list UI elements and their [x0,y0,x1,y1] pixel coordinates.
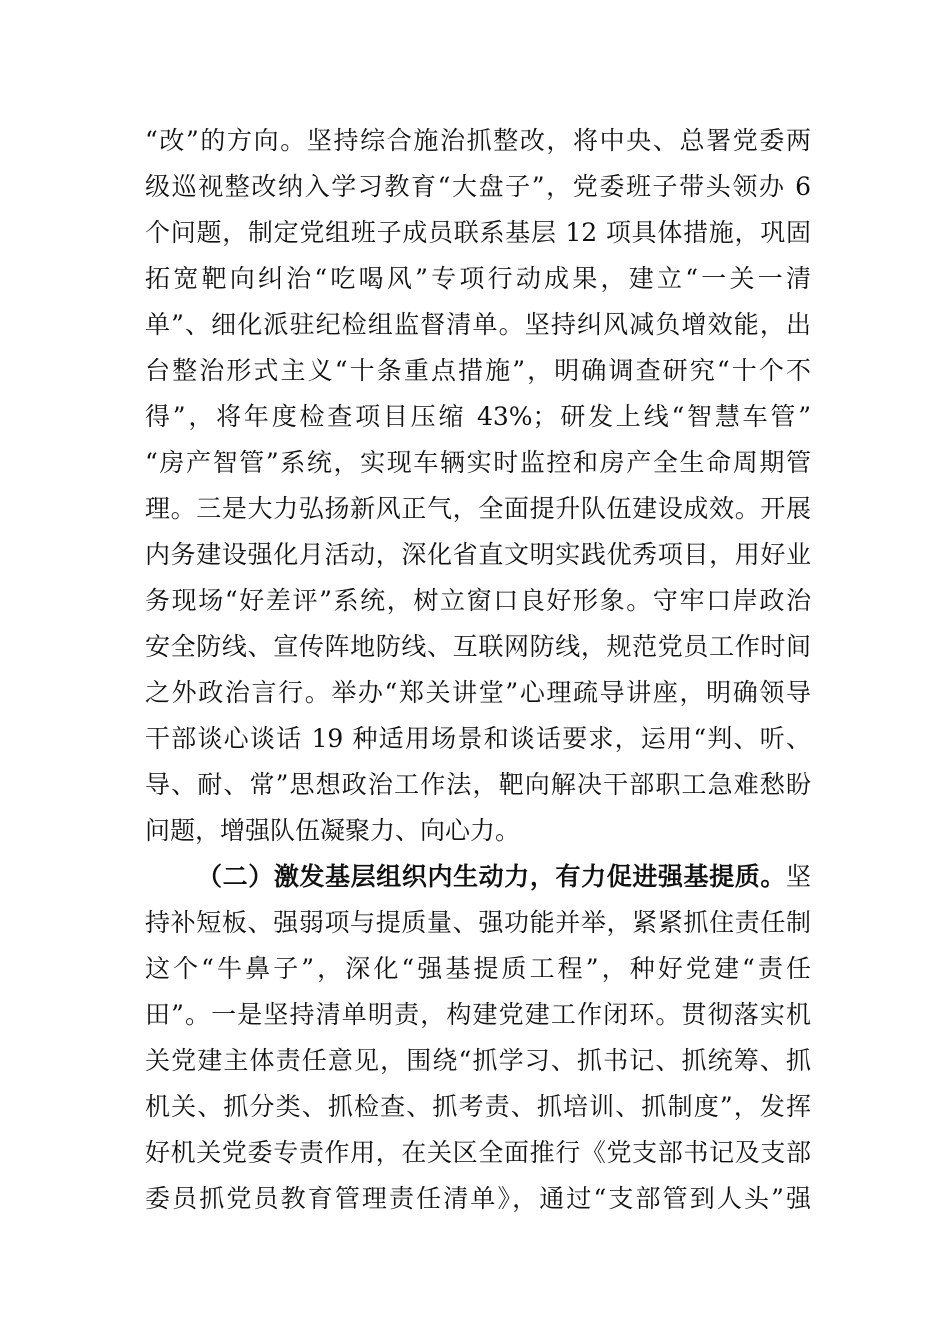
text-line: 好机关党委专责作用，在关区全面推行《党支部书记及支部 [145,1138,811,1167]
text-line: 单”、细化派驻纪检组监督清单。坚持纠风减负增效能，出 [145,310,811,339]
text-line: 级巡视整改纳入学习教育“大盘子”，党委班子带头领办 6 [145,172,811,201]
text-line: 持补短板、强弱项与提质量、强功能并举，紧紧抓住责任制 [145,908,811,937]
text-line: 拓宽靶向纠治“吃喝风”专项行动成果，建立“一关一清 [145,264,811,293]
text-line: 内务建设强化月活动，深化省直文明实践优秀项目，用好业 [145,540,811,569]
text-line: 理。三是大力弘扬新风正气，全面提升队伍建设成效。开展 [145,494,811,523]
text-line: “房产智管”系统，实现车辆实时监控和房产全生命周期管 [145,448,811,477]
text-line: 委员抓党员教育管理责任清单》，通过“支部管到人头”强 [145,1184,811,1213]
text-line: 机关、抓分类、抓检查、抓考责、抓培训、抓制度”，发挥 [145,1092,811,1121]
text-line: 务现场“好差评”系统，树立窗口良好形象。守牢口岸政治 [145,586,811,615]
heading-line-tail: 坚 [785,862,811,891]
text-line: 安全防线、宣传阵地防线、互联网防线，规范党员工作时间 [145,632,811,661]
text-line: 关党建主体责任意见，围绕“抓学习、抓书记、抓统筹、抓 [145,1046,811,1075]
text-line: 之外政治言行。举办“郑关讲堂”心理疏导讲座，明确领导 [145,678,811,707]
section-heading-line [145,854,811,900]
text-line: 田”。一是坚持清单明责，构建党建工作闭环。贯彻落实机 [145,1000,811,1029]
text-line: 台整治形式主义“十条重点措施”，明确调查研究“十个不 [145,356,811,385]
text-line: 这个“牛鼻子”，深化“强基提质工程”，种好党建“责任 [145,954,811,983]
text-line: 导、耐、常”思想政治工作法，靶向解决干部职工急难愁盼 [145,770,811,799]
body-text [145,118,811,1222]
text-line: “改”的方向。坚持综合施治抓整改，将中央、总署党委两 [145,126,811,155]
text-line: 得”，将年度检查项目压缩 43%；研发上线“智慧车管” [145,402,811,431]
text-line: 干部谈心谈话 19 种适用场景和谈话要求，运用“判、听、 [145,724,811,753]
text-line: 个问题，制定党组班子成员联系基层 12 项具体措施，巩固 [145,218,811,247]
section-heading: （二）激发基层组织内生动力，有力促进强基提质。 [197,862,786,891]
text-line: 问题，增强队伍凝聚力、向心力。 [145,816,521,845]
